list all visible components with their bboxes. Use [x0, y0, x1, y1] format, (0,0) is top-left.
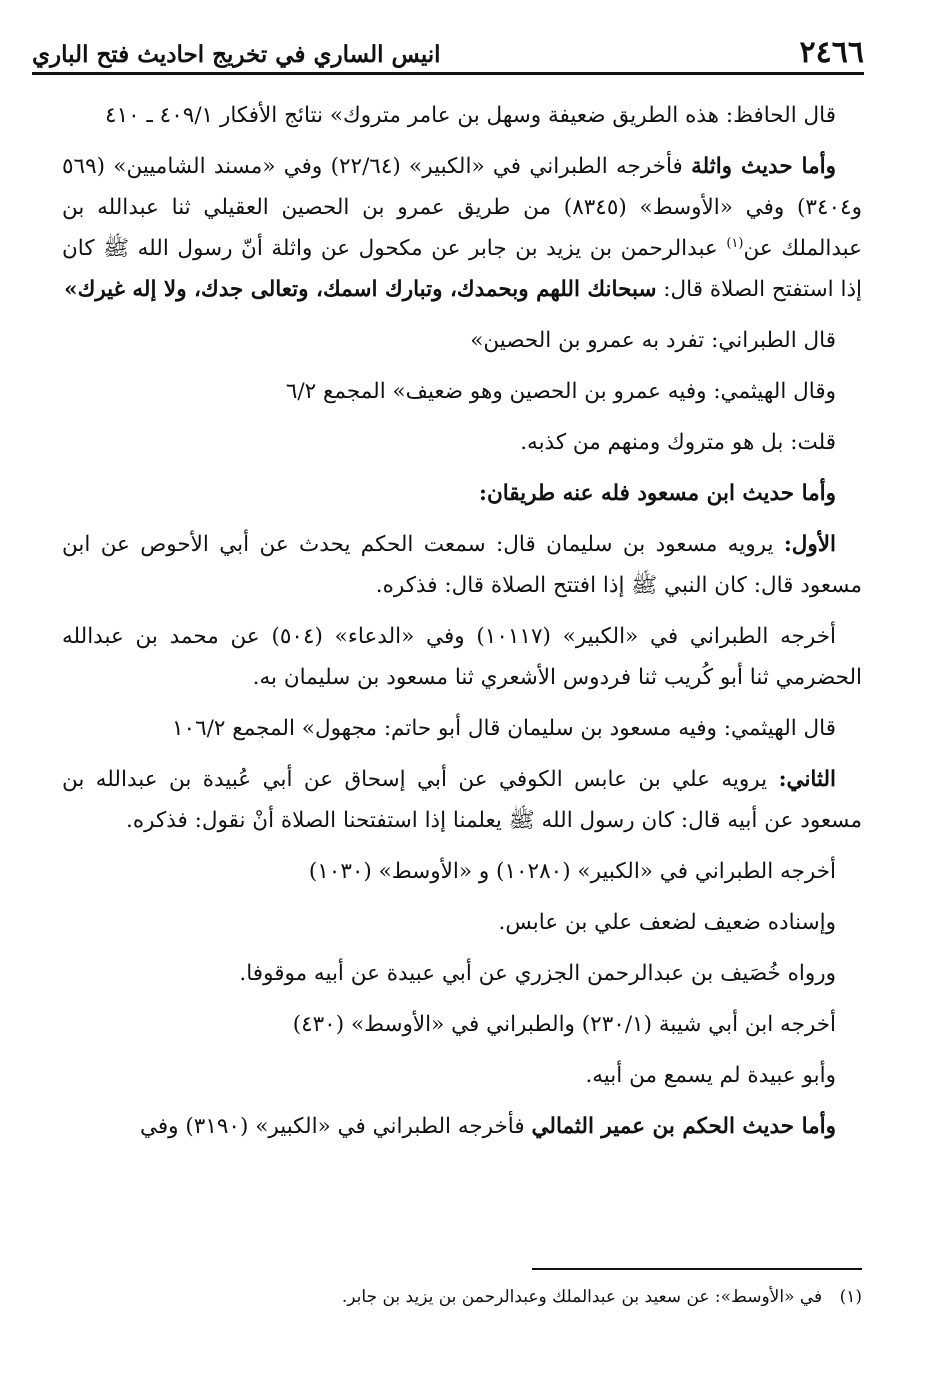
- route-label-second: الثاني:: [778, 767, 836, 792]
- hadith-quote: سبحانك اللهم وبحمدك، وتبارك اسمك، وتعالى جدك، ولا إله غيرك»: [64, 277, 657, 302]
- paragraph-hakam-hadith: [62, 1106, 862, 1147]
- section-heading-ibn-masud: [62, 473, 862, 514]
- paragraph-isnad-weak: وإسناده ضعيف لضعف علي بن عابس.: [498, 910, 836, 935]
- paragraph-text: فأخرجه الطبراني في «الكبير» (٣١٩٠) وفي: [139, 1114, 532, 1139]
- paragraph-haythami-remark: وقال الهيثمي: وفيه عمرو بن الحصين وهو ضعيف» المجمع ٦/٢: [285, 379, 836, 404]
- paragraph-hafiz-remark: قال الحافظ: هذه الطريق ضعيفة وسهل بن عامر متروك» نتائج الأفكار ٤٠٩/١ ـ ٤١٠: [105, 103, 836, 128]
- paragraph-tabarani-remark: قال الطبراني: تفرد به عمرو بن الحصين»: [470, 328, 836, 353]
- route-label-first: الأول:: [783, 532, 836, 557]
- paragraph-takhrij-first: أخرجه الطبراني في «الكبير» (١٠١١٧) وفي «الدعاء» (٥٠٤) عن محمد بن عبدالله الحضرمي ثنا أبو كُريب ثنا فردوس الأشعري ثنا مسعود بن سليمان به.: [62, 624, 862, 690]
- footnotes: [62, 1268, 862, 1312]
- paragraph-ibn-abi-shayba: أخرجه ابن أبي شيبة (٢٣٠/١) والطبراني في «الأوسط» (٤٣٠): [292, 1012, 836, 1037]
- paragraph-abu-ubayda: وأبو عبيدة لم يسمع من أبيه.: [585, 1063, 836, 1088]
- footnote-1: [62, 1282, 862, 1312]
- footnote-label: (١): [839, 1287, 862, 1307]
- paragraph-wathila-hadith: [62, 146, 862, 310]
- section-lead-ibn-masud: وأما حديث ابن مسعود فله عنه طريقان:: [479, 481, 836, 506]
- running-header: [32, 0, 864, 75]
- page-body: [62, 75, 862, 1147]
- paragraph-text: فأخرجه الطبراني في «الكبير» (٢٢/٦٤) وفي «مسند الشاميين» (٥٦٩ و٣٤٠٤) وفي «الأوسط» (٨٣٤٥) من طريق عمرو بن الحصين العقيلي ثنا عبدالله بن عبدالملك عن: [62, 154, 862, 261]
- paragraph-second-route: [62, 759, 862, 841]
- paragraph-text: عبدالرحمن بن يزيد بن جابر عن مكحول عن واثلة أنّ رسول الله ﷺ كان إذا استفتح الصلاة قال:: [62, 236, 862, 302]
- paragraph-khusayf: ورواه خُصَيف بن عبدالرحمن الجزري عن أبي عبيدة عن أبيه موقوفا.: [239, 961, 836, 986]
- book-title: انيس الساري في تخريج احاديث فتح الباري: [32, 41, 441, 68]
- paragraph-text: يرويه مسعود بن سليمان قال: سمعت الحكم يحدث عن أبي الأحوص عن ابن مسعود قال: كان النبي ﷺ إذا افتتح الصلاة قال: فذكره.: [62, 532, 862, 598]
- paragraph-text: يرويه علي بن عابس الكوفي عن أبي إسحاق عن أبي عُبيدة بن عبدالله بن مسعود عن أبيه قال: كان رسول الله ﷺ يعلمنا إذا استفتحنا الصلاة أنْ نقول: فذكره.: [62, 767, 862, 833]
- paragraph-haythami-masud: قال الهيثمي: وفيه مسعود بن سليمان قال أبو حاتم: مجهول» المجمع ١٠٦/٢: [171, 716, 836, 741]
- paragraph-author-remark: قلت: بل هو متروك ومنهم من كذبه.: [520, 430, 836, 455]
- paragraph-first-route: [62, 524, 862, 606]
- footnote-reference[interactable]: (١): [726, 235, 744, 251]
- paragraph-takhrij-second: أخرجه الطبراني في «الكبير» (١٠٢٨٠) و «الأوسط» (١٠٣٠): [308, 859, 836, 884]
- footnote-separator: [532, 1268, 862, 1270]
- section-lead-wathila: وأما حديث واثلة: [691, 154, 836, 179]
- section-lead-hakam: وأما حديث الحكم بن عمير الثمالي: [531, 1114, 836, 1139]
- page-number: ٢٤٦٦: [799, 35, 864, 70]
- footnote-text: في «الأوسط»: عن سعيد بن عبدالملك وعبدالرحمن بن يزيد بن جابر.: [341, 1287, 823, 1307]
